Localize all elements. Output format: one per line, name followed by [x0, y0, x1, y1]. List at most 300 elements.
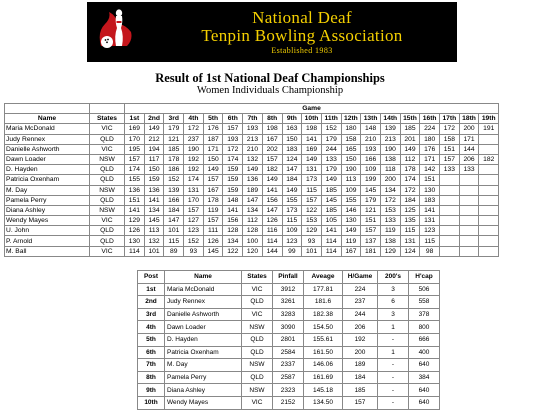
game-score [459, 195, 479, 205]
states-header: States [90, 114, 125, 124]
results-header-0: Post [138, 271, 165, 284]
game-score: 130 [420, 185, 440, 195]
average: 181.6 [304, 296, 343, 309]
banner-line-2: Tenpin Bowling Association [201, 26, 403, 45]
game-score: 114 [321, 236, 341, 246]
game-score: 141 [223, 205, 243, 215]
two-hundreds: - [378, 359, 409, 372]
game-score: 130 [341, 216, 361, 226]
game-score [459, 185, 479, 195]
game-score: 129 [380, 246, 400, 256]
game-score: 101 [164, 226, 184, 236]
table-row [5, 226, 499, 236]
game-score: 141 [262, 185, 282, 195]
game-score [479, 175, 499, 185]
game-score: 166 [164, 195, 184, 205]
bowler-state: NSW [242, 321, 273, 334]
game-score: 174 [400, 175, 420, 185]
game-score: 184 [400, 195, 420, 205]
game-score: 147 [282, 165, 302, 175]
game-score: 145 [203, 246, 223, 256]
high-game: 189 [343, 359, 378, 372]
game-score: 178 [203, 195, 223, 205]
game-score: 147 [262, 205, 282, 215]
game-score [479, 236, 499, 246]
game-score: 173 [302, 175, 322, 185]
average: 146.06 [304, 359, 343, 372]
game-score: 198 [302, 124, 322, 134]
table-row [138, 321, 440, 334]
game-score: 133 [321, 154, 341, 164]
bowler-state: VIC [90, 144, 125, 154]
game-score: 185 [321, 185, 341, 195]
table-row [5, 144, 499, 154]
game-score: 180 [420, 134, 440, 144]
final-results-table [137, 270, 440, 410]
game-score: 224 [420, 124, 440, 134]
bowler-name: Patricia Oxenham [165, 346, 242, 359]
game-score: 134 [243, 205, 263, 215]
handicap: 800 [409, 321, 440, 334]
pinfall: 2801 [273, 333, 304, 346]
game-score [459, 226, 479, 236]
game-score: 152 [164, 175, 184, 185]
bowler-name: Judy Rennex [5, 134, 90, 144]
placing: 9th [138, 384, 165, 397]
game-score: 149 [400, 144, 420, 154]
game-score: 185 [321, 205, 341, 215]
game-score: 128 [243, 226, 263, 236]
bowling-logo [87, 2, 147, 62]
page-title: Result of 1st National Deaf Championships [155, 71, 385, 85]
game-score [440, 236, 460, 246]
bowler-state: QLD [90, 165, 125, 175]
placing: 3rd [138, 308, 165, 321]
game-score: 93 [184, 246, 204, 256]
game-score: 183 [420, 195, 440, 205]
game-score: 99 [282, 246, 302, 256]
two-hundreds: 3 [378, 283, 409, 296]
table-row [5, 165, 499, 175]
game-header-16: 16th [420, 114, 440, 124]
game-score [479, 246, 499, 256]
bowler-state: VIC [242, 396, 273, 409]
name-header: Name [5, 114, 90, 124]
game-score: 159 [223, 185, 243, 195]
game-score: 89 [164, 246, 184, 256]
game-score: 136 [144, 185, 164, 195]
game-score: 114 [262, 236, 282, 246]
pinfall: 3090 [273, 321, 304, 334]
game-score: 171 [203, 144, 223, 154]
game-scores-body [5, 124, 499, 256]
game-header-7: 7th [243, 114, 263, 124]
game-score: 148 [361, 124, 381, 134]
game-score: 174 [223, 154, 243, 164]
game-score: 152 [321, 124, 341, 134]
table-row [5, 216, 499, 226]
table-row [5, 195, 499, 205]
bowler-name: Diana Ashley [165, 384, 242, 397]
game-score: 151 [420, 175, 440, 185]
game-score: 129 [302, 226, 322, 236]
game-score: 152 [184, 236, 204, 246]
game-score: 185 [400, 124, 420, 134]
game-score [459, 216, 479, 226]
game-score: 179 [361, 195, 381, 205]
bowler-name: M. Day [5, 185, 90, 195]
two-hundreds: 6 [378, 296, 409, 309]
average: 134.50 [304, 396, 343, 409]
game-group-header: Game [125, 104, 499, 114]
game-score: 119 [203, 205, 223, 215]
average: 182.38 [304, 308, 343, 321]
game-header-8: 8th [262, 114, 282, 124]
bowler-state: QLD [90, 226, 125, 236]
game-header-14: 14th [380, 114, 400, 124]
game-score: 126 [125, 226, 145, 236]
game-score: 156 [262, 195, 282, 205]
high-game: 206 [343, 321, 378, 334]
game-score: 194 [144, 144, 164, 154]
game-score: 139 [164, 185, 184, 195]
game-score: 189 [243, 185, 263, 195]
game-score [440, 246, 460, 256]
pinfall: 2152 [273, 396, 304, 409]
game-score: 142 [420, 165, 440, 175]
pinfall: 3261 [273, 296, 304, 309]
game-score [459, 236, 479, 246]
game-score: 179 [321, 165, 341, 175]
game-score: 149 [341, 226, 361, 236]
game-score: 124 [400, 246, 420, 256]
game-score: 147 [243, 195, 263, 205]
game-score: 157 [203, 216, 223, 226]
game-score: 123 [282, 236, 302, 246]
game-score: 191 [479, 124, 499, 134]
game-header-13: 13th [361, 114, 381, 124]
game-score: 159 [223, 175, 243, 185]
game-score: 115 [420, 236, 440, 246]
game-score: 136 [125, 185, 145, 195]
handicap: 378 [409, 308, 440, 321]
pinfall: 3912 [273, 283, 304, 296]
game-header-18: 18th [459, 114, 479, 124]
game-score: 112 [400, 154, 420, 164]
game-score: 121 [361, 205, 381, 215]
game-score [440, 175, 460, 185]
game-score: 150 [144, 165, 164, 175]
game-score: 213 [380, 134, 400, 144]
game-score: 159 [144, 175, 164, 185]
placing: 6th [138, 346, 165, 359]
game-group-header-row [5, 104, 499, 114]
game-score: 206 [459, 154, 479, 164]
game-score: 186 [164, 165, 184, 175]
bowler-name: Dawn Loader [5, 154, 90, 164]
game-score [479, 165, 499, 175]
game-score: 139 [380, 124, 400, 134]
game-score: 145 [321, 195, 341, 205]
game-score: 149 [302, 154, 322, 164]
game-score: 144 [459, 144, 479, 154]
game-score: 151 [125, 195, 145, 205]
game-score: 127 [184, 216, 204, 226]
table-row [5, 185, 499, 195]
game-score [440, 195, 460, 205]
bowler-state: QLD [90, 134, 125, 144]
game-score: 167 [203, 185, 223, 195]
bowler-name: P. Arnold [5, 236, 90, 246]
bowler-state: VIC [90, 246, 125, 256]
two-hundreds: - [378, 333, 409, 346]
game-score: 141 [144, 195, 164, 205]
game-score: 132 [243, 154, 263, 164]
handicap: 384 [409, 371, 440, 384]
table-row [138, 283, 440, 296]
game-score: 182 [479, 154, 499, 164]
bowler-name: D. Hayden [165, 333, 242, 346]
pinfall: 2337 [273, 359, 304, 372]
bowler-name: Wendy Mayes [165, 396, 242, 409]
game-score: 176 [203, 124, 223, 134]
bowler-name: Patricia Oxenham [5, 175, 90, 185]
high-game: 244 [343, 308, 378, 321]
game-score: 157 [125, 154, 145, 164]
game-score: 153 [302, 216, 322, 226]
game-score: 157 [203, 175, 223, 185]
table-row [138, 308, 440, 321]
game-score: 129 [125, 216, 145, 226]
game-score: 157 [184, 205, 204, 215]
game-score: 141 [321, 226, 341, 236]
game-score [459, 175, 479, 185]
game-header-12: 12th [341, 114, 361, 124]
game-score: 163 [282, 124, 302, 134]
bowler-name: Danielle Ashworth [165, 308, 242, 321]
game-score: 169 [302, 144, 322, 154]
game-score [479, 195, 499, 205]
game-score: 109 [361, 165, 381, 175]
game-score: 193 [361, 144, 381, 154]
game-score: 132 [144, 236, 164, 246]
table-row [5, 124, 499, 134]
bowler-state: NSW [90, 185, 125, 195]
game-score: 117 [144, 154, 164, 164]
placing: 7th [138, 359, 165, 372]
game-score: 157 [440, 154, 460, 164]
game-score: 151 [361, 216, 381, 226]
bowler-name: Pamela Perry [5, 195, 90, 205]
game-score: 114 [125, 246, 145, 256]
game-score: 165 [341, 144, 361, 154]
game-score: 156 [223, 216, 243, 226]
game-score [479, 226, 499, 236]
game-score: 192 [184, 165, 204, 175]
game-score: 114 [321, 246, 341, 256]
table-row [5, 134, 499, 144]
game-score: 121 [164, 134, 184, 144]
bowler-name: Diana Ashley [5, 205, 90, 215]
table-row [138, 333, 440, 346]
bowler-state: VIC [90, 216, 125, 226]
game-score: 179 [164, 124, 184, 134]
bowler-name: Maria McDonald [5, 124, 90, 134]
game-score: 115 [400, 226, 420, 236]
high-game: 237 [343, 296, 378, 309]
game-score: 190 [380, 144, 400, 154]
game-score: 141 [302, 134, 322, 144]
bowler-state: QLD [242, 346, 273, 359]
bowler-name: Pamela Perry [165, 371, 242, 384]
game-score: 190 [184, 144, 204, 154]
game-score: 137 [361, 236, 381, 246]
game-score: 171 [459, 134, 479, 144]
game-score: 145 [144, 216, 164, 226]
game-score: 101 [144, 246, 164, 256]
game-score: 157 [361, 226, 381, 236]
handicap: 640 [409, 396, 440, 409]
game-score: 136 [243, 175, 263, 185]
game-score: 237 [184, 134, 204, 144]
game-score: 173 [282, 205, 302, 215]
game-score: 155 [341, 195, 361, 205]
game-score: 149 [262, 175, 282, 185]
high-game: 192 [343, 333, 378, 346]
game-score: 178 [400, 165, 420, 175]
banner-line-1: National Deaf [252, 8, 352, 27]
game-score: 115 [302, 185, 322, 195]
game-score: 109 [282, 226, 302, 236]
game-score: 172 [223, 144, 243, 154]
game-score: 184 [282, 175, 302, 185]
average: 161.69 [304, 371, 343, 384]
game-score [479, 185, 499, 195]
game-number-header-row [5, 114, 499, 124]
results-header-2: States [242, 271, 273, 284]
handicap: 666 [409, 333, 440, 346]
game-header-9: 9th [282, 114, 302, 124]
game-score: 126 [203, 236, 223, 246]
game-score: 192 [184, 154, 204, 164]
game-score: 159 [223, 165, 243, 175]
handicap: 640 [409, 359, 440, 372]
placing: 5th [138, 333, 165, 346]
blank-header-cell [5, 104, 90, 114]
game-score: 128 [223, 226, 243, 236]
game-score: 202 [262, 144, 282, 154]
game-header-1: 1st [125, 114, 145, 124]
game-score: 131 [420, 216, 440, 226]
table-row [138, 371, 440, 384]
table-row [5, 175, 499, 185]
game-score: 157 [223, 124, 243, 134]
banner-established: Established 1983 [271, 46, 333, 55]
game-score: 210 [243, 144, 263, 154]
results-header-6: 200's [378, 271, 409, 284]
game-score: 141 [125, 205, 145, 215]
game-score: 149 [144, 124, 164, 134]
game-header-15: 15th [400, 114, 420, 124]
placing: 1st [138, 283, 165, 296]
game-header-4: 4th [184, 114, 204, 124]
game-score: 119 [380, 226, 400, 236]
game-score: 150 [203, 154, 223, 164]
pinfall: 2584 [273, 346, 304, 359]
bowler-name: U. John [5, 226, 90, 236]
game-score [479, 134, 499, 144]
game-score: 167 [341, 246, 361, 256]
game-header-2: 2nd [144, 114, 164, 124]
game-score: 147 [164, 216, 184, 226]
game-score: 133 [459, 165, 479, 175]
game-score: 123 [420, 226, 440, 236]
results-header-1: Name [165, 271, 242, 284]
game-score: 244 [321, 144, 341, 154]
game-score: 166 [361, 154, 381, 164]
table-row [5, 236, 499, 246]
game-score: 131 [184, 185, 204, 195]
game-score [479, 216, 499, 226]
results-header-row [138, 271, 440, 284]
high-game: 200 [343, 346, 378, 359]
game-score: 169 [125, 124, 145, 134]
high-game: 224 [343, 283, 378, 296]
game-score: 134 [380, 185, 400, 195]
game-score: 115 [282, 216, 302, 226]
average: 145.18 [304, 384, 343, 397]
game-score: 172 [380, 195, 400, 205]
placing: 8th [138, 371, 165, 384]
game-score: 118 [380, 165, 400, 175]
game-score: 124 [282, 154, 302, 164]
bowler-state: QLD [242, 371, 273, 384]
game-header-10: 10th [302, 114, 322, 124]
game-score: 157 [262, 154, 282, 164]
results-header-3: Pinfall [273, 271, 304, 284]
game-score: 119 [341, 236, 361, 246]
bowler-name: Dawn Loader [165, 321, 242, 334]
game-score: 174 [125, 165, 145, 175]
bowler-state: QLD [242, 333, 273, 346]
two-hundreds: 1 [378, 321, 409, 334]
game-score: 200 [459, 124, 479, 134]
game-score: 144 [262, 246, 282, 256]
table-row [5, 246, 499, 256]
game-score: 149 [203, 165, 223, 175]
handicap: 640 [409, 384, 440, 397]
game-header-3: 3rd [164, 114, 184, 124]
average: 155.61 [304, 333, 343, 346]
blank-header-cell [90, 104, 125, 114]
game-score: 195 [125, 144, 145, 154]
game-score: 113 [341, 175, 361, 185]
bowler-state: VIC [242, 283, 273, 296]
pinfall: 2323 [273, 384, 304, 397]
game-score: 151 [440, 144, 460, 154]
game-header-19: 19th [479, 114, 499, 124]
bowler-name: D. Hayden [5, 165, 90, 175]
game-score: 170 [184, 195, 204, 205]
handicap: 558 [409, 296, 440, 309]
game-score: 133 [440, 165, 460, 175]
game-score: 101 [302, 246, 322, 256]
bowler-state: NSW [90, 154, 125, 164]
game-score: 185 [164, 144, 184, 154]
handicap: 400 [409, 346, 440, 359]
game-score: 176 [420, 144, 440, 154]
game-score: 181 [361, 246, 381, 256]
